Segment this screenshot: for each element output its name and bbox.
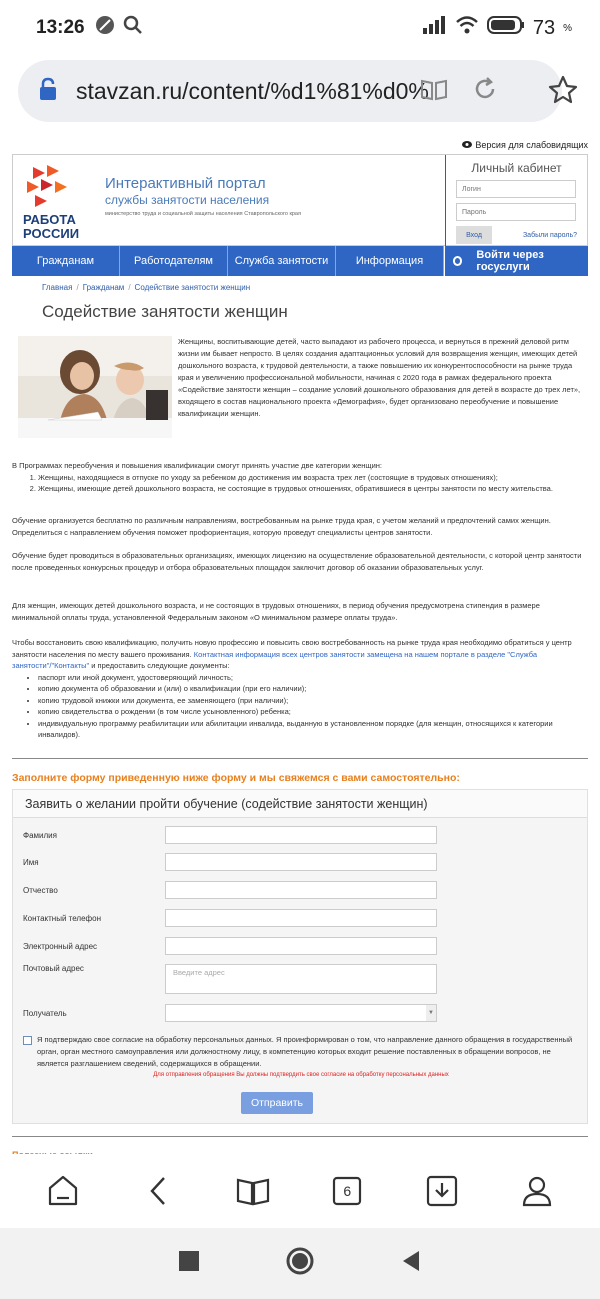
clock: 13:26: [36, 17, 85, 38]
intro-text: Женщины, воспитывающие детей, часто выпадают из рабочего процесса, и вернуться в прежний деловой ритм жизни им бывает непросто. В целях создания адаптационных условий для возвращения женщин, имеющих детей дошкольного возраста, к трудовой деятельности, а также повышению их конкурентоспособности на рынке труда края и увеличению профессиональной мобильности, начиная с 2020 года в рамках федерального проекта «Содействие занятости женщин – создание условий дошкольного образования для детей в возрасте до трех лет», входящего в состав национального проекта «Демография», будет организовано переобучение и повышение квалификации женщин.: [178, 337, 581, 418]
form-title: Заявить о желании пройти обучение (содействие занятости женщин): [13, 790, 587, 818]
gosuslugi-login-button[interactable]: Войти через госуслуги: [444, 246, 588, 276]
forgot-password-link[interactable]: Забыли пароль?: [522, 231, 577, 239]
circle-icon: [453, 256, 462, 266]
phone-input[interactable]: [165, 909, 437, 927]
patronymic-label: Отчество: [23, 885, 58, 895]
name-input[interactable]: [165, 853, 437, 871]
recipient-select[interactable]: [165, 1004, 437, 1022]
consent-block: [23, 1034, 579, 1070]
chevron-down-icon: ▼: [426, 1005, 436, 1021]
do-not-disturb-icon: [95, 15, 115, 41]
nav-item-information[interactable]: Информация: [336, 246, 444, 276]
url-text[interactable]: stavzan.ru/content/%d1%81%d0%: [76, 77, 429, 104]
lock-icon[interactable]: [38, 77, 58, 106]
web-page: [0, 132, 600, 1154]
name-label: Имя: [23, 857, 39, 867]
email-input[interactable]: [165, 937, 437, 955]
documents-block: [12, 637, 588, 741]
list-item: 1. Женщины, находящиеся в отпуске по уходу за ребенком до достижения им возраста трех лет (состоящие в трудовых отношениях);: [38, 472, 588, 484]
login-input[interactable]: [456, 180, 576, 198]
phone-label: Контактный телефон: [23, 913, 101, 923]
search-icon: [123, 15, 143, 41]
breadcrumb: Главная / Гражданам / Содействие занятости женщин: [42, 283, 251, 292]
status-bar: [0, 0, 600, 56]
breadcrumb-citizens[interactable]: Гражданам: [82, 283, 125, 292]
breadcrumb-home[interactable]: Главная: [42, 283, 73, 292]
battery-icon: [487, 15, 525, 41]
nav-item-citizens[interactable]: Гражданам: [12, 246, 120, 276]
address-row: [23, 964, 437, 994]
documents-list: [38, 672, 588, 741]
consent-text: Я подтверждаю свое согласие на обработку персональных данных. Я проинформирован о том, что направление данного обращения в государственный орган, орган местного самоуправления или должностному лицу, в компетенцию которых входит решение поставленных в обращении вопросов, не является разглашением сведений, содержащихся в обращении.: [37, 1035, 573, 1068]
bookmarks-icon[interactable]: [233, 1171, 273, 1211]
patronymic-row: [23, 881, 437, 899]
list-item: • копию свидетельства о рождении (в том числе усыновленного) ребенка;: [38, 706, 588, 718]
accessibility-version-link[interactable]: Версия для слабовидящих: [462, 140, 588, 150]
ministry-name: министерство труда и социальной защиты населения Ставропольского края: [105, 211, 301, 217]
login-button[interactable]: Вход: [456, 226, 492, 244]
consent-warning: Для отправления обращения Вы должны подтвердить свое согласие на обработку персональных данных: [153, 1072, 449, 1078]
portal-title-block: [105, 175, 301, 217]
paragraph-how-to-apply: Чтобы восстановить свою квалификацию, получить новую профессию и повысить свою востребованность на рынке труда края необходимо обратиться у центр занятости населения по месту вашего проживания. Контактная информация всех центров занятости замещена на нашем портале в разделе "Служба занятости"/"Контакты" и предоставить следующие документы:: [12, 638, 572, 670]
categories-list: [38, 472, 588, 495]
back-icon[interactable]: [138, 1171, 178, 1211]
address-bar[interactable]: [18, 60, 562, 122]
recipient-label: Получатель: [23, 1008, 67, 1018]
surname-label: Фамилия: [23, 830, 57, 840]
name-row: [23, 853, 437, 871]
mother-child-photo: [18, 336, 172, 438]
surname-row: [23, 826, 437, 844]
nav-item-employment-service[interactable]: Служба занятости: [228, 246, 336, 276]
cabinet-title: Личный кабинет: [471, 161, 562, 175]
rabota-rossii-logo[interactable]: РАБОТА РОССИИ: [23, 163, 103, 243]
divider: [12, 1136, 588, 1137]
list-item: • копию документа об образовании и (или) о квалификации (при его наличии);: [38, 683, 588, 695]
eye-icon: [462, 140, 472, 150]
email-label: Электронный адрес: [23, 941, 98, 951]
personal-cabinet: [445, 155, 587, 247]
tabs-count: 6: [343, 1183, 352, 1199]
address-label: Почтовый адрес: [23, 964, 84, 973]
training-request-form: [12, 789, 588, 1124]
list-item: • паспорт или иной документ, удостоверяющий личность;: [38, 672, 588, 684]
consent-checkbox[interactable]: [23, 1036, 32, 1045]
tabs-button[interactable]: [327, 1171, 367, 1211]
paragraph-stipend: Для женщин, имеющих детей дошкольного возраста, и не состоящих в трудовых отношениях, в период обучения предусмотрена стипендия в размере минимальной оплаты труда, установленной Федеральным законом «О минимальном размере оплаты труда».: [12, 601, 540, 622]
battery-level: 73: [532, 16, 556, 39]
address-input[interactable]: Введите адрес: [165, 964, 437, 994]
paragraph-free-training: Обучение организуется бесплатно по различным направлениям, востребованным на рынке труда края, с учетом желаний и предпочтений самих женщин. Определиться с направлением обучения поможет профориентация, которую проведут специалисты центров занятости.: [12, 516, 551, 537]
submit-button[interactable]: Отправить: [241, 1092, 313, 1114]
system-nav-bar: [0, 1228, 600, 1299]
surname-input[interactable]: [165, 826, 437, 844]
reload-icon[interactable]: [472, 76, 498, 107]
phone-row: [23, 909, 437, 927]
reader-mode-icon[interactable]: [420, 77, 448, 106]
contacts-link[interactable]: Контактная информация всех центров занятости замещена на нашем портале в разделе "Служба занятости"/"Контакты": [12, 649, 538, 670]
recipient-row: [23, 1004, 437, 1022]
portal-title: Интерактивный портал: [105, 175, 266, 192]
main-nav: [12, 246, 588, 276]
nav-item-employers[interactable]: Работодателям: [120, 246, 228, 276]
page-title: Содействие занятости женщин: [42, 302, 288, 321]
downloads-icon[interactable]: [422, 1171, 462, 1211]
profile-icon[interactable]: [517, 1171, 557, 1211]
password-input[interactable]: [456, 203, 576, 221]
home-circle-icon[interactable]: [285, 1246, 315, 1281]
categories-block: [12, 460, 588, 495]
bookmark-star-icon[interactable]: [548, 75, 578, 110]
battery-percent-sign: %: [563, 22, 572, 34]
paragraph-educational-orgs: Обучение будет проводиться в образовательных организациях, имеющих лицензию на осуществление образовательной деятельности, с которой центр занятости после проведенных конкурсных процедур и отбора образовательных площадок заключит договор об оказании образовательных услуг.: [12, 551, 582, 572]
signal-icon: [423, 16, 447, 40]
breadcrumb-current[interactable]: Содействие занятости женщин: [134, 283, 251, 292]
list-item: • индивидуальную программу реабилитации или абилитации инвалида, выданную в установленном порядке (для женщин, относящихся к категории инвалидов).: [38, 718, 588, 741]
recents-icon[interactable]: [179, 1251, 199, 1276]
site-header: [12, 154, 588, 246]
email-row: [23, 937, 437, 955]
categories-intro: В Программах переобучения и повышения квалификации смогут принять участие две категории женщин:: [12, 461, 382, 470]
wifi-icon: [455, 15, 479, 41]
browser-toolbar: [0, 1154, 600, 1228]
list-item: • копию трудовой книжки или документа, ее заменяющего (при наличии);: [38, 695, 588, 707]
form-call-to-action: Заполните форму приведенную ниже форму и мы свяжемся с вами самостоятельно:: [12, 772, 460, 784]
back-triangle-icon[interactable]: [401, 1249, 421, 1278]
home-icon[interactable]: [43, 1171, 83, 1211]
divider: [12, 758, 588, 759]
patronymic-input[interactable]: [165, 881, 437, 899]
list-item: 2. Женщины, имеющие детей дошкольного возраста, не состоящие в трудовых отношениях, обратившиеся в центры занятости по месту жительства.: [38, 483, 588, 495]
portal-subtitle: службы занятости населения: [105, 193, 270, 207]
